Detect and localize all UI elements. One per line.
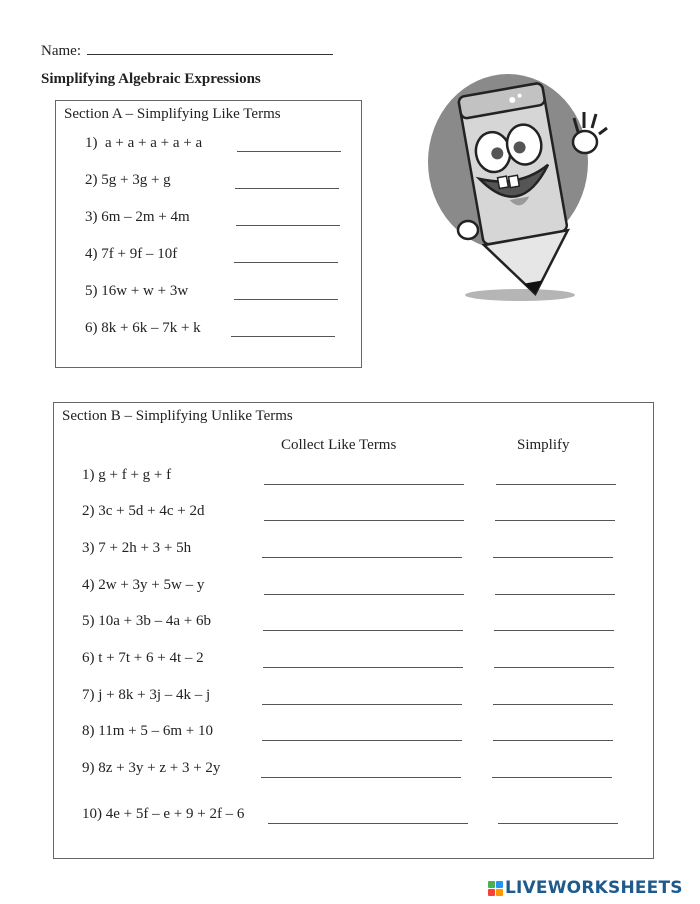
collect-answer-7[interactable] [262,704,462,705]
section-a-answer-3[interactable] [236,225,340,226]
section-b-box [53,402,654,859]
collect-answer-9[interactable] [261,777,461,778]
name-field [41,40,333,60]
section-a-answer-6[interactable] [231,336,335,337]
section-a-box [55,100,362,368]
collect-answer-3[interactable] [262,557,462,558]
worksheet-title: Simplifying Algebraic Expressions [41,71,261,87]
section-a-item-4: 4) 7f + 9f – 10f [85,246,178,262]
section-a-answer-4[interactable] [234,262,338,263]
collect-answer-6[interactable] [263,667,463,668]
simplify-answer-9[interactable] [492,777,612,778]
collect-answer-1[interactable] [264,484,464,485]
simplify-answer-1[interactable] [496,484,616,485]
collect-answer-10[interactable] [268,823,468,824]
section-b-item-10: 10) 4e + 5f – e + 9 + 2f – 6 [82,806,245,822]
section-a-item-3: 3) 6m – 2m + 4m [85,209,190,225]
simplify-answer-10[interactable] [498,823,618,824]
simplify-answer-3[interactable] [493,557,613,558]
section-a-item-6: 6) 8k + 6k – 7k + k [85,320,201,336]
simplify-answer-6[interactable] [494,667,614,668]
section-a-answer-2[interactable] [235,188,339,189]
name-label: Name: [41,43,81,59]
simplify-answer-5[interactable] [494,630,614,631]
liveworksheets-logo [488,878,683,898]
collect-answer-8[interactable] [262,740,462,741]
section-b-item-4: 4) 2w + 3y + 5w – y [82,577,205,593]
section-b-item-8: 8) 11m + 5 – 6m + 10 [82,723,213,739]
section-a-item-5: 5) 16w + w + 3w [85,283,189,299]
section-b-title: Section B – Simplifying Unlike Terms [62,408,293,424]
section-a-answer-5[interactable] [234,299,338,300]
section-b-item-1: 1) g + f + g + f [82,467,172,483]
simplify-header: Simplify [517,437,570,453]
collect-answer-2[interactable] [264,520,464,521]
live-blocks-icon [488,881,503,896]
section-b-item-7: 7) j + 8k + 3j – 4k – j [82,687,211,703]
section-b-item-6: 6) t + 7t + 6 + 4t – 2 [82,650,204,666]
section-b-item-3: 3) 7 + 2h + 3 + 5h [82,540,192,556]
collect-answer-5[interactable] [263,630,463,631]
pencil-mascot-icon [420,70,620,310]
collect-answer-4[interactable] [264,594,464,595]
brand-name: LIVEWORKSHEETS [505,878,683,898]
name-input[interactable] [87,40,333,55]
simplify-answer-8[interactable] [493,740,613,741]
section-a-item-1: 1) a + a + a + a + a [85,135,203,151]
section-b-item-9: 9) 8z + 3y + z + 3 + 2y [82,760,221,776]
section-b-item-2: 2) 3c + 5d + 4c + 2d [82,503,205,519]
section-a-title: Section A – Simplifying Like Terms [64,106,281,122]
simplify-answer-2[interactable] [495,520,615,521]
section-a-item-2: 2) 5g + 3g + g [85,172,171,188]
section-a-answer-1[interactable] [237,151,341,152]
simplify-answer-4[interactable] [495,594,615,595]
simplify-answer-7[interactable] [493,704,613,705]
section-b-item-5: 5) 10a + 3b – 4a + 6b [82,613,211,629]
collect-like-terms-header: Collect Like Terms [281,437,397,453]
